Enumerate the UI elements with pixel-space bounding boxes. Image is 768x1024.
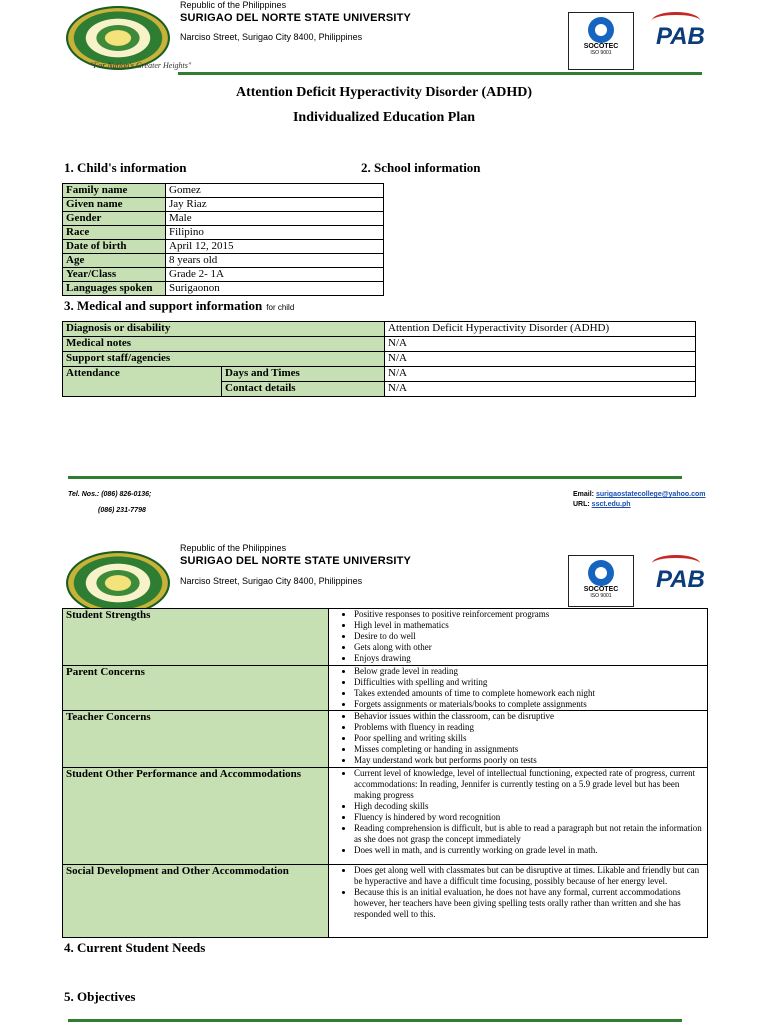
- list-item: • Does well in math, and is currently working on grade level in math.: [354, 845, 704, 856]
- republic-text: Republic of the Philippines: [180, 543, 287, 553]
- medical-sublabel: Days and Times: [222, 367, 385, 382]
- medical-value: N/A: [385, 382, 696, 397]
- pab-mark: PAB: [656, 23, 705, 50]
- child-info-value: 8 years old: [166, 254, 384, 268]
- list-item: • High level in mathematics: [354, 620, 704, 631]
- child-info-value: Filipino: [166, 226, 384, 240]
- list-item: • Below grade level in reading: [354, 666, 704, 677]
- list-item: • Problems with fluency in reading: [354, 722, 704, 733]
- child-info-value: Surigaonon: [166, 282, 384, 296]
- document-subtitle: Individualized Education Plan: [292, 110, 476, 125]
- child-info-value: Gomez: [166, 184, 384, 198]
- socotec-icon: [588, 560, 614, 586]
- university-seal: [66, 551, 170, 615]
- footer-divider: [68, 1019, 682, 1022]
- assessment-label: Student Other Performance and Accommodations: [63, 768, 329, 865]
- footer-email-label: Email:: [573, 491, 595, 498]
- assessment-list: [332, 768, 704, 856]
- pab-mark: PAB: [656, 566, 705, 593]
- university-name: SURIGAO DEL NORTE STATE UNIVERSITY: [180, 555, 412, 567]
- child-info-value: Male: [166, 212, 384, 226]
- child-info-value: Jay Riaz: [166, 198, 384, 212]
- table-row: [63, 254, 384, 268]
- list-item: • Poor spelling and writing skills: [354, 733, 704, 744]
- list-item: • Difficulties with spelling and writing: [354, 677, 704, 688]
- socotec-logo: [568, 12, 634, 70]
- footer-email: [573, 491, 706, 498]
- child-info-value: Grade 2- 1A: [166, 268, 384, 282]
- header-divider: [178, 72, 702, 75]
- list-item: • Misses completing or handing in assignments: [354, 744, 704, 755]
- table-row: [63, 240, 384, 254]
- child-info-label: Date of birth: [63, 240, 166, 254]
- socotec-icon: [588, 17, 614, 43]
- university-address: Narciso Street, Surigao City 8400, Philippines: [180, 32, 363, 42]
- table-row: [63, 865, 708, 938]
- iso-label: ISO 9001: [590, 50, 612, 56]
- child-info-label: Age: [63, 254, 166, 268]
- assessment-list: [332, 609, 704, 664]
- medical-value: N/A: [385, 367, 696, 382]
- medical-label: Medical notes: [63, 337, 385, 352]
- list-item: • Enjoys drawing: [354, 653, 704, 664]
- list-item: • Desire to do well: [354, 631, 704, 642]
- assessment-items: [329, 711, 708, 768]
- medical-label: Support staff/agencies: [63, 352, 385, 367]
- footer-tel-2: (086) 231-7798: [98, 507, 146, 514]
- medical-value: Attention Deficit Hyperactivity Disorder (ADHD): [385, 322, 696, 337]
- assessment-items: [329, 666, 708, 711]
- table-row: [63, 352, 696, 367]
- pab-logo: [640, 555, 706, 605]
- medical-sublabel: Contact details: [222, 382, 385, 397]
- medical-value: N/A: [385, 337, 696, 352]
- motto: "For Nation's Greater Heights": [90, 61, 192, 70]
- assessment-label: Student Strengths: [63, 609, 329, 666]
- list-item: • Positive responses to positive reinforcement programs: [354, 609, 704, 620]
- socotec-label: SOCOTEC: [583, 43, 619, 50]
- list-item: • Takes extended amounts of time to complete homework each night: [354, 688, 704, 699]
- table-row: [63, 711, 708, 768]
- assessment-label: Social Development and Other Accommodation: [63, 865, 329, 938]
- list-item: • May understand work but performs poorly on tests: [354, 755, 704, 766]
- medical-label: Diagnosis or disability: [63, 322, 385, 337]
- footer-url: [573, 501, 631, 508]
- list-item: • Because this is an initial evaluation, he does not have any formal, current accommodations however, her teachers have been giving spelling tests orally rather than written and she has responded well to this.: [354, 887, 704, 920]
- medical-value: N/A: [385, 352, 696, 367]
- assessment-list: [332, 666, 704, 710]
- list-item: • Behavior issues within the classroom, can be disruptive: [354, 711, 704, 722]
- footer-tel: Tel. Nos.: (086) 826-0136;: [68, 491, 152, 498]
- section-objectives: 5. Objectives: [64, 989, 136, 1004]
- republic-text: Republic of the Philippines: [180, 0, 287, 10]
- assessment-items: [329, 768, 708, 865]
- list-item: • Current level of knowledge, level of intellectual functioning, expected rate of progress, current accommodations: In reading, Jennifer is currently testing on a 5.9 grade level but has been making progress: [354, 768, 704, 801]
- section-childs-info: 1. Child's information: [64, 160, 187, 175]
- child-info-label: Race: [63, 226, 166, 240]
- child-info-label: Gender: [63, 212, 166, 226]
- list-item: • Forgets assignments or materials/books to complete assignments: [354, 699, 704, 710]
- table-row: [63, 337, 696, 352]
- table-row: [63, 367, 696, 382]
- pab-logo: [640, 12, 706, 68]
- table-row: [63, 184, 384, 198]
- university-address: Narciso Street, Surigao City 8400, Philippines: [180, 576, 363, 586]
- table-row: [63, 282, 384, 296]
- child-info-label: Year/Class: [63, 268, 166, 282]
- assessment-items: [329, 609, 708, 666]
- table-row: [63, 198, 384, 212]
- list-item: • Fluency is hindered by word recognition: [354, 812, 704, 823]
- child-info-label: Family name: [63, 184, 166, 198]
- child-info-value: April 12, 2015: [166, 240, 384, 254]
- section-medical-suffix: for child: [266, 303, 295, 312]
- list-item: • Gets along with other: [354, 642, 704, 653]
- section-medical: [64, 297, 294, 315]
- medical-label: Attendance: [63, 367, 222, 397]
- student-assessment-table: [62, 608, 708, 938]
- table-row: [63, 212, 384, 226]
- section-current-needs: 4. Current Student Needs: [64, 940, 206, 955]
- child-info-label: Languages spoken: [63, 282, 166, 296]
- table-row: [63, 268, 384, 282]
- assessment-label: Teacher Concerns: [63, 711, 329, 768]
- section-medical-title: 3. Medical and support information: [64, 298, 263, 313]
- child-info-label: Given name: [63, 198, 166, 212]
- url-link[interactable]: ssct.edu.ph: [591, 501, 631, 508]
- table-row: [63, 609, 708, 666]
- email-link[interactable]: surigaostatecollege@yahoo.com: [595, 491, 706, 498]
- list-item: • High decoding skills: [354, 801, 704, 812]
- socotec-logo: [568, 555, 634, 607]
- medical-table: [62, 321, 696, 397]
- table-row: [63, 666, 708, 711]
- child-info-table: [62, 183, 384, 296]
- footer-divider: [68, 476, 682, 479]
- socotec-label: SOCOTEC: [583, 586, 619, 593]
- document-title: Attention Deficit Hyperactivity Disorder (ADHD): [235, 85, 532, 100]
- assessment-list: [332, 711, 704, 766]
- footer-url-label: URL:: [573, 501, 590, 508]
- list-item: • Reading comprehension is difficult, but is able to read a paragraph but not retain the information as she does not grasp the concept immediately: [354, 823, 704, 845]
- table-row: [63, 322, 696, 337]
- assessment-items: [329, 865, 708, 938]
- assessment-label: Parent Concerns: [63, 666, 329, 711]
- table-row: [63, 768, 708, 865]
- section-school-info: 2. School information: [361, 160, 481, 175]
- table-row: [63, 226, 384, 240]
- assessment-list: [332, 865, 704, 920]
- list-item: • Does get along well with classmates but can be disruptive at times. Likable and friendly but can be hyperactive and have a difficult time focusing, possibly because of her energy level.: [354, 865, 704, 887]
- university-name: SURIGAO DEL NORTE STATE UNIVERSITY: [180, 12, 412, 24]
- iso-label: ISO 9001: [590, 593, 612, 599]
